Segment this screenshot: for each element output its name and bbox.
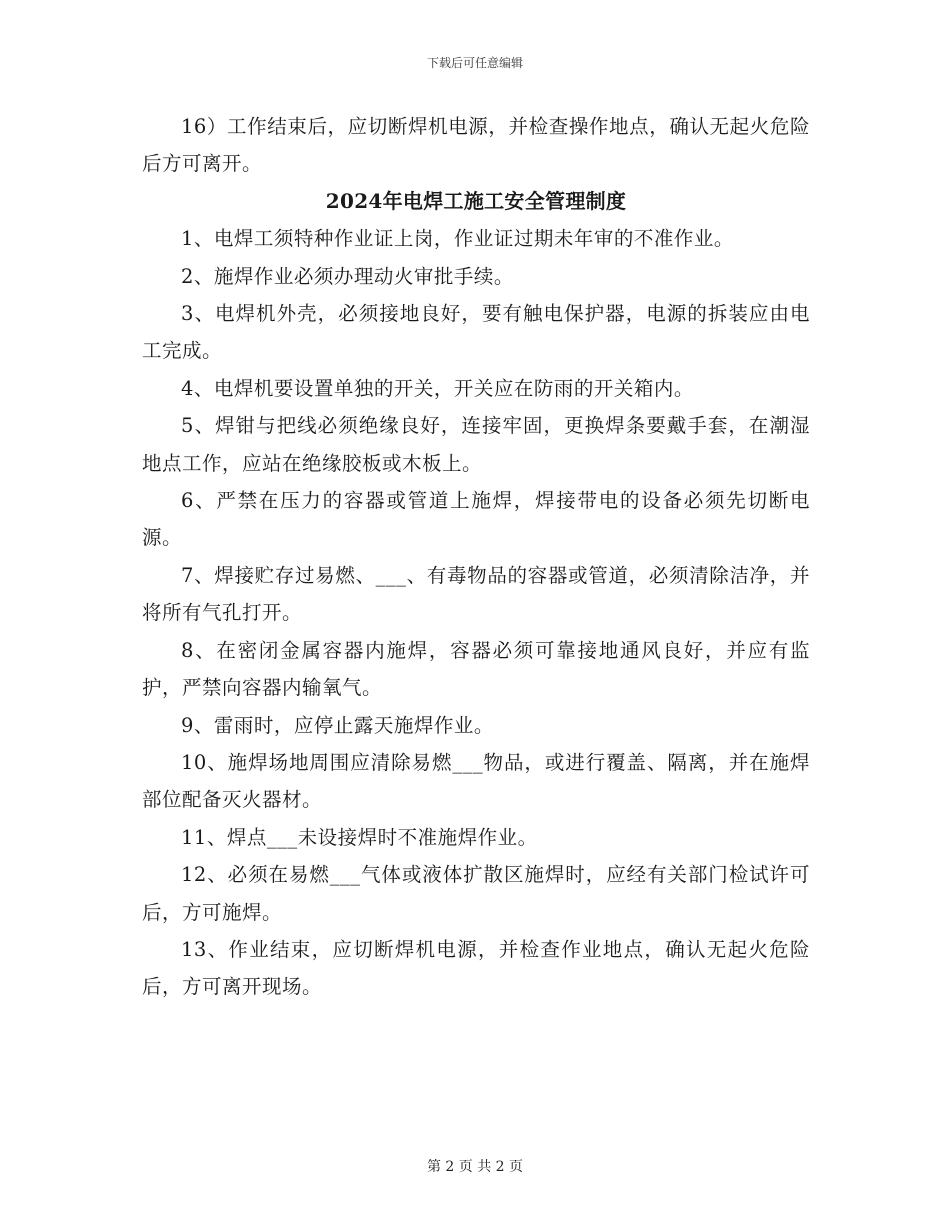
rule-paragraph-13: 13、作业结束，应切断焊机电源，并检查作业地点，确认无起火危险后，方可离开现场。	[142, 937, 810, 999]
rule-paragraph-11: 11、焊点___未设接焊时不准施焊作业。	[181, 825, 538, 849]
page-header: 下载后可任意编辑	[426, 56, 523, 70]
rule-paragraph-9: 9、雷雨时，应停止露天施焊作业。	[181, 713, 494, 737]
rule-paragraph-1: 1、电焊工须特种作业证上岗，作业证过期未年审的不准作业。	[181, 227, 734, 251]
rule-paragraph-7: 7、焊接贮存过易燃、___、有毒物品的容器或管道，必须清除洁净，并将所有气孔打开。	[142, 563, 810, 625]
rule-paragraph-4: 4、电焊机要设置单独的开关，开关应在防雨的开关箱内。	[181, 376, 694, 400]
rule-paragraph-12: 12、必须在易燃___气体或液体扩散区施焊时，应经有关部门检试许可后，方可施焊。	[142, 863, 810, 924]
page-number: 第 2 页 共 2 页	[426, 1159, 524, 1175]
document-body	[142, 108, 810, 1006]
rule-paragraph-10: 10、施焊场地周围应清除易燃___物品，或进行覆盖、隔离，并在施焊部位配备灭火器材。	[142, 750, 810, 812]
rule-paragraph-8: 8、在密闭金属容器内施焊，容器必须可靠接地通风良好，并应有监护，严禁向容器内输氧气。	[142, 638, 810, 700]
rule-paragraph-3: 3、电焊机外壳，必须接地良好，要有触电保护器，电源的拆装应由电工完成。	[142, 302, 810, 363]
document-title: 2024年电焊工施工安全管理制度	[325, 188, 627, 213]
intro-paragraph: 16）工作结束后，应切断焊机电源，并检查操作地点，确认无起火危险后方可离开。	[142, 115, 810, 176]
rule-paragraph-6: 6、严禁在压力的容器或管道上施焊，焊接带电的设备必须先切断电源。	[142, 489, 810, 550]
rule-paragraph-2: 2、施焊作业必须办理动火审批手续。	[181, 264, 514, 288]
rule-paragraph-5: 5、焊钳与把线必须绝缘良好，连接牢固，更换焊条要戴手套，在潮湿地点工作，应站在绝缘胶板或木板上。	[142, 414, 810, 475]
